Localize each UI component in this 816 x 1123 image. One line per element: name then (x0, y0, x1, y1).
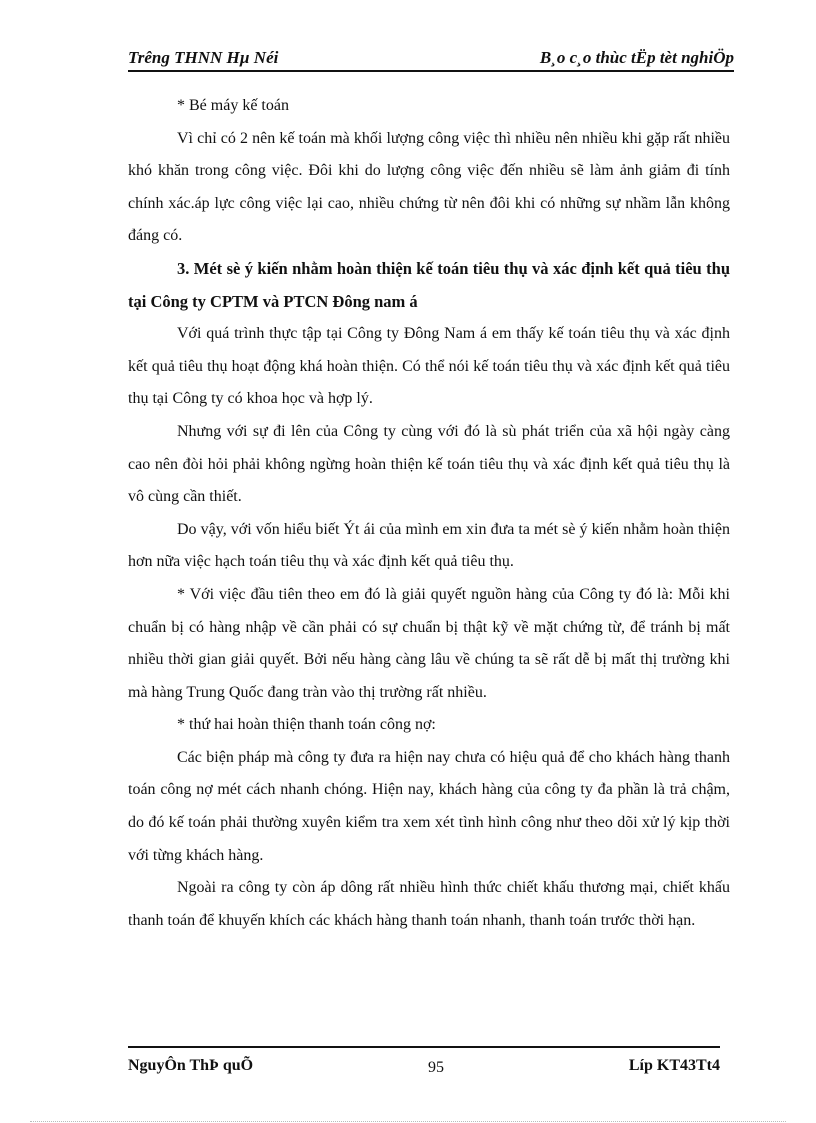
header-school: Trêng THNN Hµ Néi (128, 48, 279, 67)
footer-author: NguyÔn ThÞ quÕ (128, 1057, 254, 1074)
header-report-title: B¸o c¸o thùc tËp tèt nghiÖp (539, 48, 734, 67)
paragraph: Ngoài ra công ty còn áp dông rất nhiều hình thức chiết khấu thương mại, chiết khấu thanh toán để khuyến khích các khách hàng thanh toán nhanh, thanh toán trước thời hạn. (128, 879, 730, 929)
page-header (128, 48, 734, 72)
page-number: 95 (428, 1059, 444, 1076)
section-heading: 3. Mét sè ý kiến nhằm hoàn thiện kế toán tiêu thụ và xác định kết quả tiêu thụ tại Công ty CPTM và PTCN Đông nam á (128, 258, 730, 311)
paragraph: * Với việc đầu tiên theo em đó là giải quyết nguồn hàng của Công ty đó là: Mỗi khi chuẩn bị có hàng nhập về cần phải có sự chuẩn bị thật kỹ về mặt chứng từ, để tránh bị mất nhiều thời gian giải quyết. Bởi nếu hàng càng lâu về chúng ta sẽ rất dễ bị mất thị trường khi mà hàng Trung Quốc đang tràn vào thị trường rất nhiều. (128, 585, 730, 701)
paragraph: Các biện pháp mà công ty đưa ra hiện nay chưa có hiệu quả để cho khách hàng thanh toán công nợ mét cách nhanh chóng. Hiện nay, khách hàng của công ty đa phần là trả chậm, do đó kế toán phải thường xuyên kiểm tra xem xét tình hình công như theo dõi xử lý kịp thời với từng khách hàng. (128, 748, 730, 864)
paragraph: Nhưng với sự đi lên của Công ty cùng với đó là sù phát triển của xã hội ngày càng cao nên đòi hỏi phải không ngừng hoàn thiện kế toán tiêu thụ và xác định kết quả tiêu thụ là vô cùng cần thiết. (128, 422, 730, 506)
page-body (128, 90, 730, 937)
page-edge-divider (30, 1121, 786, 1122)
paragraph: * thứ hai hoàn thiện thanh toán công nợ: (177, 716, 436, 734)
paragraph: Với quá trình thực tập tại Công ty Đông Nam á em thấy kế toán tiêu thụ và xác định kết quả tiêu thụ hoạt động khá hoàn thiện. Có thể nói kế toán tiêu thụ và xác định kết quả tiêu thụ tại Công ty có khoa học và hợp lý. (128, 325, 730, 408)
paragraph: Vì chỉ có 2 nên kế toán mà khối lượng công việc thì nhiều nên nhiều khi gặp rất nhiều khó khăn trong công việc. Đôi khi do lượng công việc đến nhiều sẽ làm ảnh giảm đi tính chính xác.áp lực công việc lại cao, nhiều chứng từ nên đôi khi có những sự nhầm lẫn không đáng có. (128, 129, 730, 245)
paragraph: Do vậy, với vốn hiểu biết Ýt ái của mình em xin đưa ta mét sè ý kiến nhằm hoàn thiện hơn nữa việc hạch toán tiêu thụ và xác định kết quả tiêu thụ. (128, 520, 730, 571)
paragraph: * Bé máy kế toán (177, 97, 289, 114)
footer-class: Líp KT43Tt4 (628, 1057, 720, 1074)
page-footer (128, 1046, 720, 1078)
